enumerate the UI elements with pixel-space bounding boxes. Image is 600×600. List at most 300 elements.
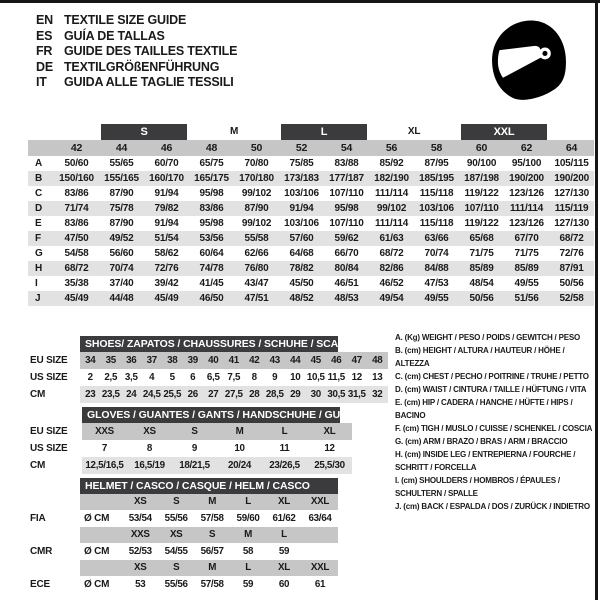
helmet-size-cell: S: [158, 560, 194, 577]
measurement-cell: 56/60: [109, 248, 134, 259]
measurement-cell: 46/52: [379, 278, 404, 289]
measurement-cell: 83/86: [64, 218, 89, 229]
empty-cell: [28, 140, 54, 156]
row-label-cell: EU SIZE: [30, 355, 68, 366]
measurement-cell: 63/66: [414, 231, 459, 246]
value-cell: 43: [265, 352, 286, 369]
value-cell: 24: [121, 386, 142, 403]
helmet-size-cell: M: [194, 494, 230, 511]
helmet-value-cell: 53/54: [128, 512, 152, 524]
unit-label-cell: Ø CM: [84, 578, 110, 590]
measurement-cell: 43/47: [244, 278, 269, 289]
measurement-cell: 49/52: [99, 231, 144, 246]
size-number-cell: 50: [234, 140, 279, 156]
row-label-cell: CM: [30, 460, 46, 471]
measurement-cell: 71/75: [469, 248, 494, 259]
unit-label-cell: Ø CM: [84, 512, 110, 524]
measurement-cell: 83/88: [334, 158, 359, 169]
measurement-cell: 64/68: [289, 248, 314, 259]
value-cell: 6,5: [206, 372, 220, 383]
standard-label-cell: CMR: [30, 545, 53, 557]
legend-item: G. (cm) ARM / BRAZO / BRAS / ARM / BRACCIO: [395, 437, 568, 446]
value-cell: 24,5: [142, 386, 163, 403]
measurement-row: [28, 291, 594, 306]
empty-cell: [54, 122, 99, 140]
size-band-row: [28, 122, 594, 140]
value-cell: 28,5: [265, 386, 286, 403]
standard-label-cell: FIA: [30, 512, 46, 524]
helmet-value-cell: 59/60: [236, 512, 260, 524]
measurement-cell: 46/51: [334, 278, 359, 289]
measurement-cell: 87/90: [109, 188, 134, 199]
measurement-cell: 76/80: [234, 261, 279, 276]
measurement-cell: 47/51: [234, 291, 279, 306]
value-cell: 7,5: [227, 372, 241, 383]
size-band-cell: [459, 122, 549, 140]
measurement-cell: 87/95: [424, 158, 449, 169]
size-number-cell: 62: [504, 140, 549, 156]
measurement-cell: 47/53: [424, 278, 449, 289]
row-letter-cell: H: [28, 261, 54, 276]
measurement-cell: 72/76: [559, 248, 584, 259]
helmet-size-cell: XS: [122, 494, 158, 511]
value-cell: 46: [326, 352, 347, 369]
helmet-values-row: [30, 576, 338, 593]
measurement-cell: 60/64: [199, 248, 224, 259]
measurement-cell: 123/126: [509, 188, 544, 199]
value-cell: 3,5: [124, 372, 138, 383]
measurement-row: [28, 261, 594, 276]
measurement-cell: 87/90: [109, 218, 134, 229]
measurement-cell: 45/50: [289, 278, 314, 289]
helmet-sizes-row: [30, 527, 338, 544]
measurement-cell: 111/114: [504, 201, 549, 216]
row-letter-cell: J: [28, 291, 54, 306]
measurement-cell: 111/114: [374, 218, 409, 229]
measurement-cell: 75/85: [289, 158, 314, 169]
measurement-cell: 87/91: [549, 261, 594, 276]
measurement-cell: 83/86: [189, 201, 234, 216]
section-title-row: [30, 407, 352, 423]
measurement-cell: 75/78: [99, 201, 144, 216]
measurement-cell: 48/52: [279, 291, 324, 306]
measurement-cell: 103/106: [284, 218, 319, 229]
measurement-cell: 39/42: [154, 278, 179, 289]
language-title: GUÍA DE TALLAS: [64, 28, 165, 43]
measurement-cell: 68/72: [379, 248, 404, 259]
measurement-cell: 71/75: [514, 248, 539, 259]
legend-item: A. (Kg) WEIGHT / PESO / POIDS / GEWITCH / PESO: [395, 333, 581, 342]
row-letter-cell: I: [35, 278, 38, 289]
measurement-cell: 44/48: [99, 291, 144, 306]
language-title: GUIDA ALLE TAGLIE TESSILI: [64, 75, 234, 89]
section-row: [30, 423, 352, 440]
section-row: [30, 457, 352, 474]
value-cell: 39: [183, 352, 204, 369]
language-code: IT: [36, 75, 47, 89]
measurement-cell: 49/55: [414, 291, 459, 306]
language-code: DE: [36, 59, 53, 74]
measurement-cell: 71/74: [54, 201, 99, 216]
helmet-size-cell: M: [230, 527, 266, 544]
row-letter-cell: F: [28, 231, 54, 246]
section-title-bar: HELMET / CASCO / CASQUE / HELM / CASCO: [80, 478, 338, 494]
helmet-icon: [487, 15, 571, 107]
section-title-bar: SHOES/ ZAPATOS / CHAUSSURES / SCHUHE / SCARPE: [80, 336, 338, 352]
measurement-cell: 61/63: [369, 231, 414, 246]
measurement-cell: 58/62: [154, 248, 179, 259]
measurement-cell: 53/56: [189, 231, 234, 246]
value-cell: 8: [251, 372, 257, 383]
measurement-row: [28, 156, 594, 171]
helmet-values-row: [30, 543, 338, 560]
helmet-value-cell: 55/56: [164, 512, 188, 524]
language-title: TEXTILE SIZE GUIDE: [64, 13, 187, 27]
measurement-cell: 95/98: [324, 201, 369, 216]
legend-item: H. (cm) INSIDE LEG / ENTREPIERNA / FOURCHE / SCHRITT / FORCELLA: [395, 450, 576, 472]
value-cell: 45: [306, 352, 327, 369]
legend-item: I. (cm) SHOULDERS / HOMBROS / ÉPAULES / SCHULTERN / SPALLE: [395, 476, 560, 498]
empty-cell: [549, 122, 594, 140]
measurement-cell: 90/100: [466, 158, 497, 169]
row-label-cell: EU SIZE: [30, 426, 68, 437]
row-letter-cell: D: [28, 201, 54, 216]
measurement-cell: 155/165: [99, 171, 144, 186]
language-title-row: [36, 13, 237, 29]
section-row: [30, 440, 352, 457]
size-number-cell: 52: [279, 140, 324, 156]
size-band-cell: [279, 122, 369, 140]
value-cell: M: [217, 423, 262, 440]
helmet-size-cell: XS: [158, 527, 194, 544]
helmet-size-cell: S: [158, 494, 194, 511]
empty-cell: [30, 336, 80, 352]
measurement-cell: 54/58: [64, 248, 89, 259]
helmet-value-cell: [302, 543, 338, 560]
measurement-cell: 107/110: [329, 188, 364, 199]
measurement-cell: 70/74: [424, 248, 449, 259]
standard-label-cell: ECE: [30, 578, 50, 590]
measurement-cell: 99/102: [241, 188, 272, 199]
helmet-value-cell: 57/58: [200, 512, 224, 524]
language-code: ES: [36, 28, 53, 43]
value-cell: 9: [272, 372, 278, 383]
measurement-cell: 127/130: [554, 218, 589, 229]
size-band-bar: L: [281, 124, 367, 140]
measurement-cell: 68/72: [54, 261, 99, 276]
measurement-cell: 119/122: [464, 218, 499, 229]
value-cell: 35: [101, 352, 122, 369]
measurement-cell: 103/106: [414, 201, 459, 216]
textile-size-table: [28, 122, 594, 306]
measurement-cell: 50/60: [64, 158, 89, 169]
empty-cell: [30, 407, 82, 423]
value-cell: 13: [372, 372, 383, 383]
measurement-legend: [395, 331, 600, 513]
value-cell: 4: [149, 372, 155, 383]
measurement-cell: 150/160: [54, 171, 99, 186]
helmet-value-cell: 63/64: [308, 512, 332, 524]
helmet-value-cell: 54/55: [164, 545, 188, 557]
helmet-size-cell: XXS: [122, 527, 158, 544]
helmet-size-cell: L: [230, 494, 266, 511]
value-cell: 47: [347, 352, 368, 369]
language-title-row: [36, 44, 237, 60]
value-cell: 29: [285, 386, 306, 403]
measurement-cell: 57/60: [279, 231, 324, 246]
language-code: EN: [36, 13, 53, 27]
row-label-cell: US SIZE: [30, 443, 68, 454]
measurement-cell: 99/102: [241, 218, 272, 229]
measurement-cell: 55/58: [234, 231, 279, 246]
measurement-row: [28, 171, 594, 186]
row-label-cell: CM: [30, 389, 46, 400]
measurement-cell: 190/200: [504, 171, 549, 186]
language-title-row: [36, 29, 237, 45]
value-cell: S: [172, 423, 217, 440]
measurement-cell: 84/88: [414, 261, 459, 276]
helmet-value-cell: 56/57: [200, 545, 224, 557]
measurement-row: [28, 246, 594, 261]
measurement-cell: 49/55: [514, 278, 539, 289]
measurement-cell: 62/66: [244, 248, 269, 259]
legend-item: C. (cm) CHEST / PECHO / POITRINE / TRUHE / PETTO: [395, 372, 589, 381]
legend-item: E. (cm) HIP / CADERA / HANCHE / HÜFTE / HIPS / BACINO: [395, 398, 573, 420]
size-band-cell: XL: [407, 126, 421, 137]
empty-gray-cell: [80, 560, 122, 577]
measurement-cell: 85/92: [379, 158, 404, 169]
measurement-cell: 107/110: [459, 201, 504, 216]
value-cell: 23,5: [101, 386, 122, 403]
value-cell: 6: [190, 372, 196, 383]
value-cell: 41: [224, 352, 245, 369]
row-letter-cell: E: [35, 218, 42, 229]
measurement-cell: 47/50: [54, 231, 99, 246]
helmet-size-cell: [302, 527, 338, 544]
measurement-cell: 165/175: [189, 171, 234, 186]
measurement-cell: 55/65: [109, 158, 134, 169]
legend-item: J. (cm) BACK / ESPALDA / DOS / ZURÜCK / INDIETRO: [395, 502, 590, 511]
row-letter-cell: C: [35, 188, 43, 199]
measurement-cell: 70/74: [99, 261, 144, 276]
measurement-cell: 50/56: [559, 278, 584, 289]
value-cell: 32: [367, 386, 388, 403]
size-numbers-row: [28, 140, 594, 156]
value-cell: 2: [87, 372, 93, 383]
empty-cell: [30, 527, 80, 544]
value-cell: 37: [142, 352, 163, 369]
helmet-sizes-row: [30, 560, 338, 577]
measurement-cell: 83/86: [64, 188, 89, 199]
measurement-cell: 115/118: [419, 188, 454, 199]
language-title-row: [36, 60, 237, 76]
language-titles: [36, 13, 237, 91]
measurement-cell: 119/122: [464, 188, 499, 199]
measurement-cell: 91/94: [154, 188, 179, 199]
size-number-cell: 42: [54, 140, 99, 156]
measurement-cell: 35/38: [64, 278, 89, 289]
size-band-cell: M: [229, 126, 239, 137]
value-cell: 25,5/30: [307, 457, 352, 474]
measurement-cell: 95/98: [199, 188, 224, 199]
value-cell: 11,5: [327, 372, 345, 383]
measurement-cell: 127/130: [554, 188, 589, 199]
value-cell: 10: [234, 443, 245, 454]
measurement-cell: 60/70: [154, 158, 179, 169]
section-title-row: [30, 336, 388, 352]
helmet-value-cell: 58: [242, 545, 254, 557]
helmet-size-cell: M: [194, 560, 230, 577]
measurement-cell: 173/183: [279, 171, 324, 186]
value-cell: XL: [307, 423, 352, 440]
empty-gray-cell: [80, 527, 122, 544]
measurement-cell: 78/82: [279, 261, 324, 276]
size-number-cell: 44: [99, 140, 144, 156]
row-letter-cell: A: [35, 158, 43, 169]
measurement-cell: 68/72: [549, 231, 594, 246]
measurement-cell: 85/89: [504, 261, 549, 276]
measurement-cell: 46/50: [189, 291, 234, 306]
size-number-cell: 58: [414, 140, 459, 156]
helmet-value-cell: 61/62: [272, 512, 296, 524]
helmet-size-cell: L: [266, 527, 302, 544]
size-band-bar: S: [101, 124, 187, 140]
gloves-size-table: [30, 407, 365, 474]
section-row: [30, 369, 388, 386]
language-title: TEXTILGRÖßENFÜHRUNG: [64, 59, 220, 74]
helmet-value-cell: 52/53: [128, 545, 152, 557]
measurement-cell: 99/102: [369, 201, 414, 216]
value-cell: 11: [279, 443, 290, 454]
value-cell: 8: [146, 443, 153, 454]
helmet-values-row: [30, 510, 338, 527]
size-number-cell: 46: [144, 140, 189, 156]
measurement-cell: 80/84: [324, 261, 369, 276]
value-cell: 30,5: [326, 386, 347, 403]
measurement-cell: 103/106: [284, 188, 319, 199]
value-cell: 44: [285, 352, 306, 369]
value-cell: L: [262, 423, 307, 440]
empty-gray-cell: [80, 494, 122, 511]
row-label-cell: US SIZE: [30, 372, 68, 383]
helmet-size-cell: L: [230, 560, 266, 577]
measurement-cell: 59/62: [324, 231, 369, 246]
value-cell: 36: [121, 352, 142, 369]
legend-item: F. (cm) TIGH / MUSLO / CUISSE / SCHENKEL / COSCIA: [395, 424, 593, 433]
measurement-cell: 190/200: [549, 171, 594, 186]
helmet-size-cell: XL: [266, 560, 302, 577]
language-title: GUIDE DES TAILLES TEXTILE: [64, 44, 238, 58]
measurement-cell: 66/70: [334, 248, 359, 259]
value-cell: XXS: [82, 423, 127, 440]
value-cell: 18/21,5: [172, 457, 217, 474]
measurement-cell: 48/54: [469, 278, 494, 289]
value-cell: 42: [244, 352, 265, 369]
helmet-value-cell: 57/58: [200, 578, 224, 590]
helmet-value-cell: 59: [242, 578, 254, 590]
measurement-cell: 70/80: [244, 158, 269, 169]
helmet-size-cell: XXL: [302, 494, 338, 511]
value-cell: 27,5: [224, 386, 245, 403]
measurement-cell: 95/100: [511, 158, 542, 169]
size-number-cell: 56: [369, 140, 414, 156]
value-cell: 40: [203, 352, 224, 369]
section-title-bar: GLOVES / GUANTES / GANTS / HANDSCHUHE / GUANTI: [82, 407, 340, 423]
measurement-cell: 65/75: [199, 158, 224, 169]
value-cell: 34: [80, 352, 101, 369]
size-number-cell: 60: [459, 140, 504, 156]
measurement-cell: 52/58: [549, 291, 594, 306]
helmet-value-cell: 60: [278, 578, 290, 590]
value-cell: 48: [367, 352, 388, 369]
section-title-cell: [82, 407, 365, 423]
legend-item: B. (cm) HEIGHT / ALTURA / HAUTEUR / HÖHE / ALTEZZA: [395, 346, 565, 368]
language-code: FR: [36, 44, 53, 58]
value-cell: 9: [191, 443, 198, 454]
measurement-cell: 115/119: [549, 201, 594, 216]
measurement-cell: 45/49: [54, 291, 99, 306]
measurement-cell: 41/45: [199, 278, 224, 289]
measurement-cell: 107/110: [329, 218, 364, 229]
helmet-size-cell: XL: [266, 494, 302, 511]
measurement-cell: 67/70: [504, 231, 549, 246]
size-number-cell: 54: [324, 140, 369, 156]
value-cell: 20/24: [217, 457, 262, 474]
value-cell: 12,5/16,5: [82, 457, 127, 474]
section-row: [30, 386, 388, 403]
measurement-cell: 72/76: [144, 261, 189, 276]
value-cell: 10: [290, 372, 301, 383]
value-cell: 7: [101, 443, 108, 454]
measurement-cell: 49/54: [369, 291, 414, 306]
measurement-cell: 74/78: [189, 261, 234, 276]
section-row: [30, 352, 388, 369]
row-letter-cell: B: [28, 171, 54, 186]
measurement-cell: 82/86: [369, 261, 414, 276]
measurement-cell: 123/126: [509, 218, 544, 229]
empty-cell: [28, 122, 54, 140]
measurement-row: [28, 186, 594, 201]
measurement-cell: 79/82: [144, 201, 189, 216]
value-cell: XS: [127, 423, 172, 440]
value-cell: 27: [203, 386, 224, 403]
size-band-cell: [99, 122, 189, 140]
value-cell: 10,5: [306, 372, 325, 383]
measurement-cell: 91/94: [279, 201, 324, 216]
measurement-cell: 177/187: [324, 171, 369, 186]
helmet-size-cell: XXL: [302, 560, 338, 577]
measurement-row: [28, 231, 594, 246]
measurement-cell: 85/89: [459, 261, 504, 276]
value-cell: 26: [183, 386, 204, 403]
value-cell: 31,5: [347, 386, 368, 403]
helmet-value-cell: 61: [314, 578, 326, 590]
value-cell: 2,5: [104, 372, 118, 383]
row-letter-cell: G: [35, 248, 43, 259]
measurement-cell: 170/180: [234, 171, 279, 186]
measurement-cell: 111/114: [374, 188, 409, 199]
top-border-line: [0, 0, 600, 3]
value-cell: 12: [324, 443, 335, 454]
shoes-size-table: [30, 336, 388, 403]
legend-item: D. (cm) WAIST / CINTURA / TAILLE / HÜFTUNG / VITA: [395, 385, 587, 394]
helmet-size-cell: S: [194, 527, 230, 544]
size-number-cell: 48: [189, 140, 234, 156]
value-cell: 23/26,5: [262, 457, 307, 474]
size-band-bar: XXL: [461, 124, 547, 140]
measurement-cell: 51/56: [504, 291, 549, 306]
measurement-cell: 50/56: [459, 291, 504, 306]
